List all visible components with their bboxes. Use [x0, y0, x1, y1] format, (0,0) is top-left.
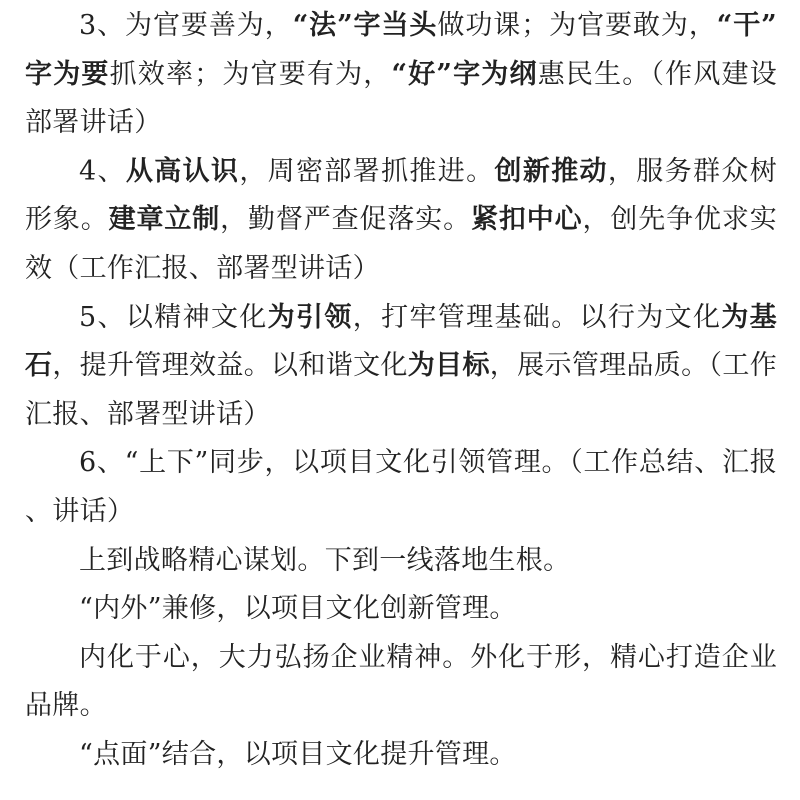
text-segment: “内外”兼修，以项目文化创新管理。 — [79, 593, 517, 625]
bold-text-segment: 从高认识 — [125, 155, 240, 187]
bold-text-segment: 为引领 — [267, 301, 353, 333]
text-segment: 做功课；为官要敢为， — [437, 10, 717, 41]
paragraph-internalize — [25, 634, 777, 731]
bold-text-segment: 创新推动 — [494, 155, 608, 187]
text-segment: “点面”结合，以项目文化提升管理。 — [79, 738, 517, 770]
bold-text-segment: 为基石 — [25, 301, 777, 382]
document-page — [25, 0, 777, 800]
text-segment: 3、为官要善为， — [79, 10, 293, 41]
bold-text-segment: “干”字为要 — [25, 10, 778, 90]
paragraph-3 — [25, 0, 777, 148]
bold-text-segment: 建章立制 — [108, 204, 221, 236]
paragraph-point-surface — [25, 731, 777, 780]
text-segment: ，勤督严查促落实。 — [220, 204, 471, 236]
text-segment: 上到战略精心谋划。下到一线落地生根。 — [79, 544, 571, 576]
bold-text-segment: “法”字当头 — [292, 10, 438, 41]
text-segment: 5、以精神文化 — [79, 301, 268, 333]
text-segment: ，创先争优求实效（工作汇报、部署型讲话） — [25, 204, 778, 284]
paragraph-6 — [25, 439, 777, 536]
text-segment: 6、“上下”同步，以项目文化引领管理。（工作总结、汇报、讲话） — [25, 447, 777, 527]
paragraph-5 — [25, 294, 777, 440]
text-segment: 4、 — [79, 155, 126, 187]
text-segment: 抓效率；为官要有为， — [109, 58, 392, 90]
paragraph-4 — [25, 148, 777, 294]
text-segment: ，服务群众树形象。 — [25, 155, 777, 236]
bold-text-segment: “好”字为纲 — [391, 58, 538, 90]
paragraph-inside-outside — [25, 585, 777, 634]
bold-text-segment: 紧扣中心 — [470, 204, 583, 236]
text-segment: ，周密部署抓推进。 — [239, 155, 495, 187]
text-segment: 惠民生。（作风建设部署讲话） — [25, 58, 778, 139]
bold-text-segment: 为目标 — [407, 350, 490, 382]
text-segment: ，提升管理效益。以和谐文化 — [52, 350, 408, 382]
text-segment: ，展示管理品质。（工作汇报、部署型讲话） — [25, 350, 777, 430]
text-segment: ，打牢管理基础。以行为文化 — [352, 301, 722, 333]
paragraph-up-down — [25, 537, 777, 586]
text-segment: 内化于心，大力弘扬企业精神。外化于形，精心打造企业品牌。 — [25, 641, 777, 722]
